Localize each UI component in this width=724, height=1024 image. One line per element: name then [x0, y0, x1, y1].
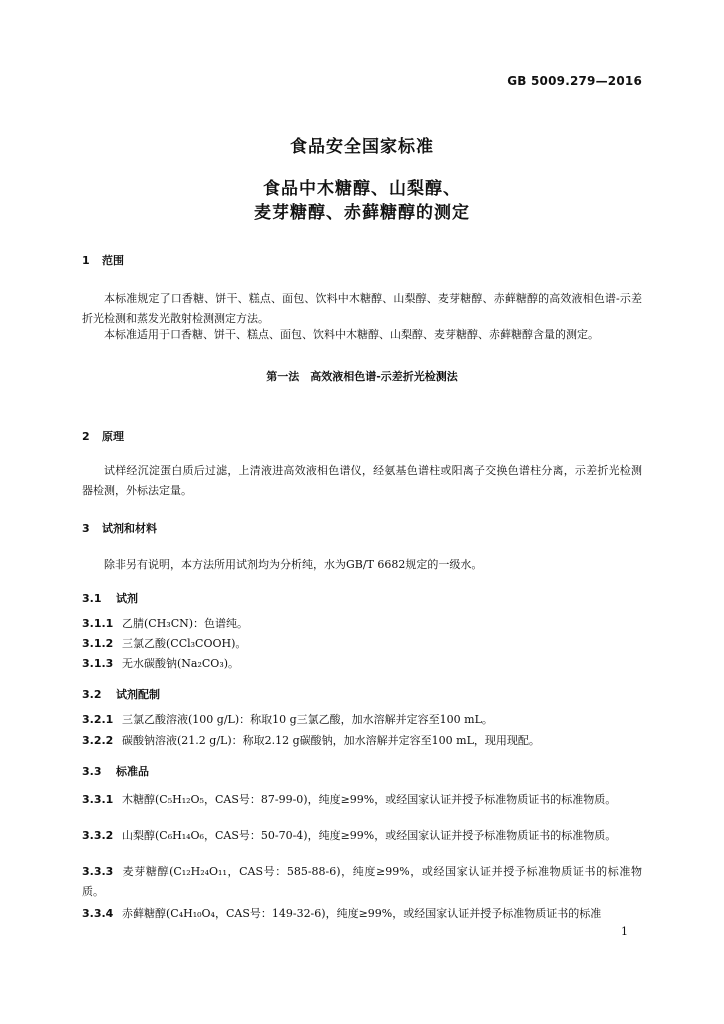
- list-item: [82, 614, 642, 634]
- subsection-heading-reagents: [82, 590, 138, 606]
- section-number: 2: [82, 430, 90, 443]
- section-title: 原理: [102, 430, 124, 443]
- list-item: [82, 862, 642, 902]
- standard-code: GB 5009.279—2016: [507, 74, 642, 88]
- scope-paragraph-2: 本标准适用于口香糖、饼干、糕点、面包、饮料中木糖醇、山梨醇、麦芽糖醇、赤藓糖醇含量的测定。: [104, 328, 599, 341]
- list-item: [82, 904, 642, 924]
- list-item: [82, 826, 642, 846]
- section-heading-scope: [82, 252, 124, 268]
- reagents-paragraph: 除非另有说明，本方法所用试剂均为分析纯，水为GB/T 6682规定的一级水。: [104, 558, 483, 571]
- subsection-number: 3.1: [82, 592, 102, 605]
- item-number: 3.3.4: [82, 907, 114, 920]
- subsection-heading-preparation: [82, 686, 160, 702]
- subsection-title: 试剂: [116, 592, 138, 605]
- list-item: [82, 710, 642, 730]
- item-number: 3.3.3: [82, 865, 114, 878]
- item-number: 3.1.2: [82, 637, 114, 650]
- item-text: 无水碳酸钠(Na₂CO₃)。: [122, 657, 240, 670]
- item-text: 山梨醇(C₆H₁₄O₆，CAS号：50-70-4)，纯度≥99%，或经国家认证并授予标准物质证书的标准物质。: [122, 829, 617, 842]
- document-subtitle-line1: 食品中木糖醇、山梨醇、: [263, 179, 461, 199]
- item-number: 3.3.1: [82, 793, 114, 806]
- scope-paragraph-1: 本标准规定了口香糖、饼干、糕点、面包、饮料中木糖醇、山梨醇、麦芽糖醇、赤藓糖醇的高效液相色谱-示差折光检测和蒸发光散射检测测定方法。: [82, 292, 642, 325]
- section-number: 1: [82, 254, 90, 267]
- method-title: 第一法 高效液相色谱-示差折光检测法: [266, 370, 458, 383]
- section-title: 范围: [102, 254, 124, 267]
- item-text: 木糖醇(C₅H₁₂O₅，CAS号：87-99-0)，纯度≥99%，或经国家认证并授予标准物质证书的标准物质。: [122, 793, 617, 806]
- item-text: 三氯乙酸(CCl₃COOH)。: [122, 637, 247, 650]
- section-number: 3: [82, 522, 90, 535]
- list-item: [82, 731, 642, 751]
- subsection-title: 试剂配制: [116, 688, 160, 701]
- section-heading-principle: [82, 428, 124, 444]
- item-number: 3.2.2: [82, 734, 114, 747]
- item-number: 3.1.1: [82, 617, 114, 630]
- title-block: [0, 132, 724, 225]
- subsection-heading-standards: [82, 763, 149, 779]
- item-text: 三氯乙酸溶液(100 g/L)：称取10 g三氯乙酸，加水溶解并定容至100 mL。: [122, 713, 493, 726]
- item-number: 3.2.1: [82, 713, 114, 726]
- list-item: [82, 790, 642, 810]
- document-title: 食品安全国家标准: [290, 137, 434, 157]
- item-text: 赤藓糖醇(C₄H₁₀O₄，CAS号：149-32-6)，纯度≥99%，或经国家认证并授予标准物质证书的标准: [122, 907, 602, 920]
- section-title: 试剂和材料: [102, 522, 157, 535]
- subsection-title: 标准品: [116, 765, 149, 778]
- item-text: 麦芽糖醇(C₁₂H₂₄O₁₁，CAS号：585-88-6)，纯度≥99%，或经国家认证并授予标准物质证书的标准物质。: [82, 865, 642, 898]
- principle-paragraph: 试样经沉淀蛋白质后过滤，上清液进高效液相色谱仪，经氨基色谱柱或阳离子交换色谱柱分离，示差折光检测器检测，外标法定量。: [82, 464, 642, 497]
- item-number: 3.3.2: [82, 829, 114, 842]
- page-number: 1: [621, 925, 628, 938]
- item-text: 乙腈(CH₃CN)：色谱纯。: [122, 617, 249, 630]
- document-subtitle-line2: 麦芽糖醇、赤藓糖醇的测定: [254, 203, 470, 223]
- section-heading-reagents: [82, 520, 157, 536]
- item-number: 3.1.3: [82, 657, 114, 670]
- list-item: [82, 634, 642, 654]
- list-item: [82, 654, 642, 674]
- subsection-number: 3.3: [82, 765, 102, 778]
- item-text: 碳酸钠溶液(21.2 g/L)：称取2.12 g碳酸钠，加水溶解并定容至100 mL，现用现配。: [122, 734, 540, 747]
- subsection-number: 3.2: [82, 688, 102, 701]
